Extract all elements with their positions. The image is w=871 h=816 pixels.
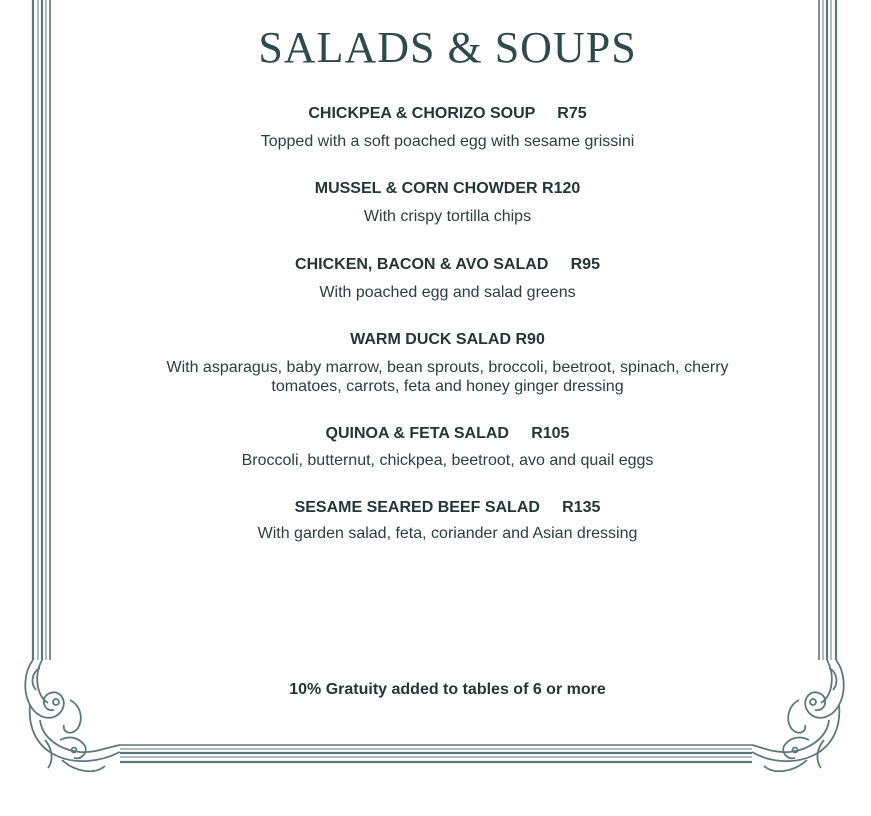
menu-item-price: R90	[515, 331, 545, 348]
menu-item-description: Topped with a soft poached egg with sesame grissini	[260, 133, 635, 150]
menu-item-price: R135	[562, 499, 601, 516]
menu-item-description: With crispy tortilla chips	[363, 208, 532, 225]
menu-item-title: QUINOA & FETA SALAD	[325, 425, 509, 442]
menu-item-name	[120, 424, 775, 444]
gratuity-note: 10% Gratuity added to tables of 6 or more	[289, 681, 606, 698]
page-title: SALADS & SOUPS	[258, 23, 637, 72]
menu-item	[120, 330, 775, 396]
menu-item-title: CHICKEN, BACON & AVO SALAD	[295, 256, 549, 273]
menu-item-price: R95	[570, 256, 600, 273]
menu-item-title: WARM DUCK SALAD	[350, 331, 512, 348]
menu-item-name	[120, 330, 775, 350]
menu-item	[120, 104, 775, 151]
menu-item-description: Broccoli, butternut, chickpea, beetroot, avo and quail eggs	[241, 452, 654, 469]
menu-item-price: R75	[557, 105, 587, 122]
menu-item-title: MUSSEL & CORN CHOWDER	[314, 180, 538, 197]
corner-ornament-right	[752, 660, 844, 771]
menu-item-price: R105	[531, 425, 570, 442]
menu-item	[120, 424, 775, 470]
menu-item-title: SESAME SEARED BEEF SALAD	[294, 499, 540, 516]
menu-item-description: With asparagus, baby marrow, bean sprouts, broccoli, beetroot, spinach, cherry tomatoes, carrots, feta and honey ginger dressing	[166, 359, 729, 395]
menu-item	[120, 498, 775, 543]
menu-item-description: With garden salad, feta, coriander and Asian dressing	[257, 525, 638, 542]
corner-ornament-left	[25, 660, 120, 771]
menu-item	[120, 179, 775, 226]
menu-item	[120, 255, 775, 302]
menu-item-price: R120	[542, 180, 581, 197]
menu-item-name	[120, 498, 775, 518]
menu-item-name	[120, 104, 775, 124]
menu-item-name	[120, 179, 775, 199]
menu-item-name	[120, 255, 775, 275]
menu-item-description: With poached egg and salad greens	[319, 284, 576, 301]
menu-item-title: CHICKPEA & CHORIZO SOUP	[308, 105, 536, 122]
